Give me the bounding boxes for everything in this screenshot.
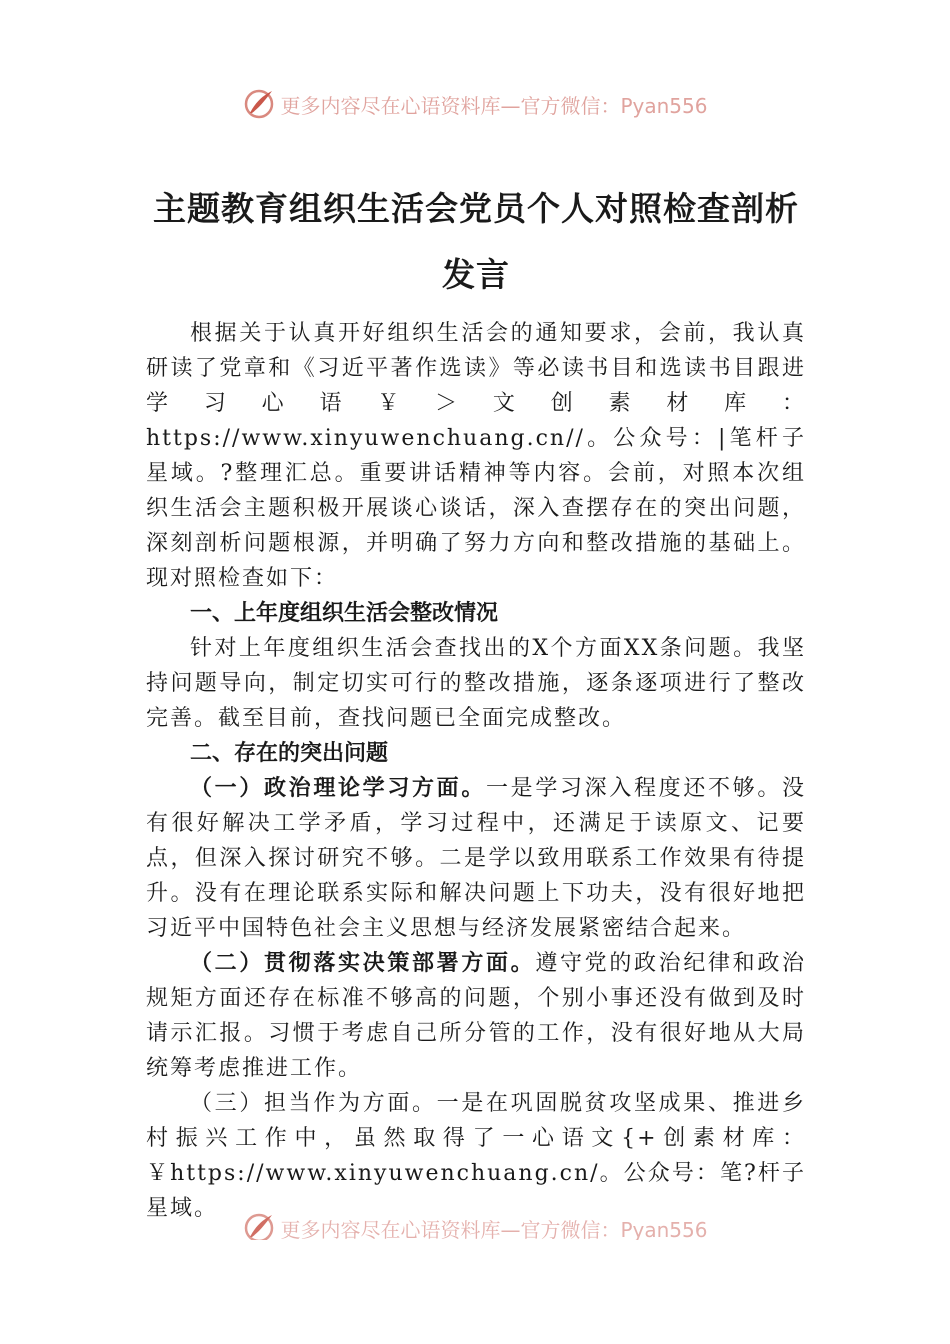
feather-logo-icon — [242, 1211, 276, 1240]
item-body: 一是学习深入程度还不够。没有很好解决工学矛盾，学习过程中，还满足于读原文、记要点，但深入探讨研究不够。二是学以致用联系工作效果有待提升。没有在理论联系实际和解决问题上下功夫，没有很好地把习近平中国特色社会主义思想与经济发展紧密结合起来。 — [146, 776, 806, 941]
document-body — [146, 316, 806, 1226]
item-lead: （一）政治理论学习方面。 — [190, 775, 486, 801]
section1-heading: 一、上年度组织生活会整改情况 — [190, 601, 499, 626]
section1-paragraph: 针对上年度组织生活会查找出的X个方面XX条问题。我坚持问题导向，制定切实可行的整改措施，逐条逐项进行了整改完善。截至目前，查找问题已全面完成整改。 — [146, 636, 806, 731]
section2-heading: 二、存在的突出问题 — [190, 741, 389, 766]
watermark-text: 更多内容尽在心语资料库—官方微信：Pyan556 — [280, 1217, 708, 1240]
item-body: 遵守党的政治纪律和政治规矩方面还存在标准不够高的问题，个别小事还没有做到及时请示汇报。习惯于考虑自己所分管的工作，没有很好地从大局统筹考虑推进工作。 — [146, 951, 806, 1081]
watermark-text: 更多内容尽在心语资料库—官方微信：Pyan556 — [280, 93, 708, 118]
item-body: 一是在巩固脱贫攻坚成果、推进乡村振兴工作中，虽然取得了一心语文{+创素材库：￥https://www.xinyuwenchuang.cn/。公众号：笔?杆子星域。 — [146, 1091, 806, 1221]
item-lead: （三）担当作为方面。 — [190, 1091, 437, 1116]
section2-item-1 — [146, 771, 806, 946]
section2-item-2 — [146, 946, 806, 1086]
watermark-top — [0, 84, 950, 124]
watermark-bottom — [0, 1204, 950, 1240]
feather-logo-icon — [242, 87, 276, 121]
document-title: 主题教育组织生活会党员个人对照检查剖析发言 — [153, 189, 799, 294]
intro-paragraph: 根据关于认真开好组织生活会的通知要求，会前，我认真研读了党章和《习近平著作选读》等必读书目和选读书目跟进学习心语￥＞文创素材库：https://www.xinyuwenchuang.cn//。公众号：|笔杆子星域。?整理汇总。重要讲话精神等内容。会前，对照本次组织生活会主题积极开展谈心谈话，深入查摆存在的突出问题，深刻剖析问题根源，并明确了努力方向和整改措施的基础上。现对照检查如下： — [146, 321, 806, 591]
item-lead: （二）贯彻落实决策部署方面。 — [190, 950, 536, 976]
